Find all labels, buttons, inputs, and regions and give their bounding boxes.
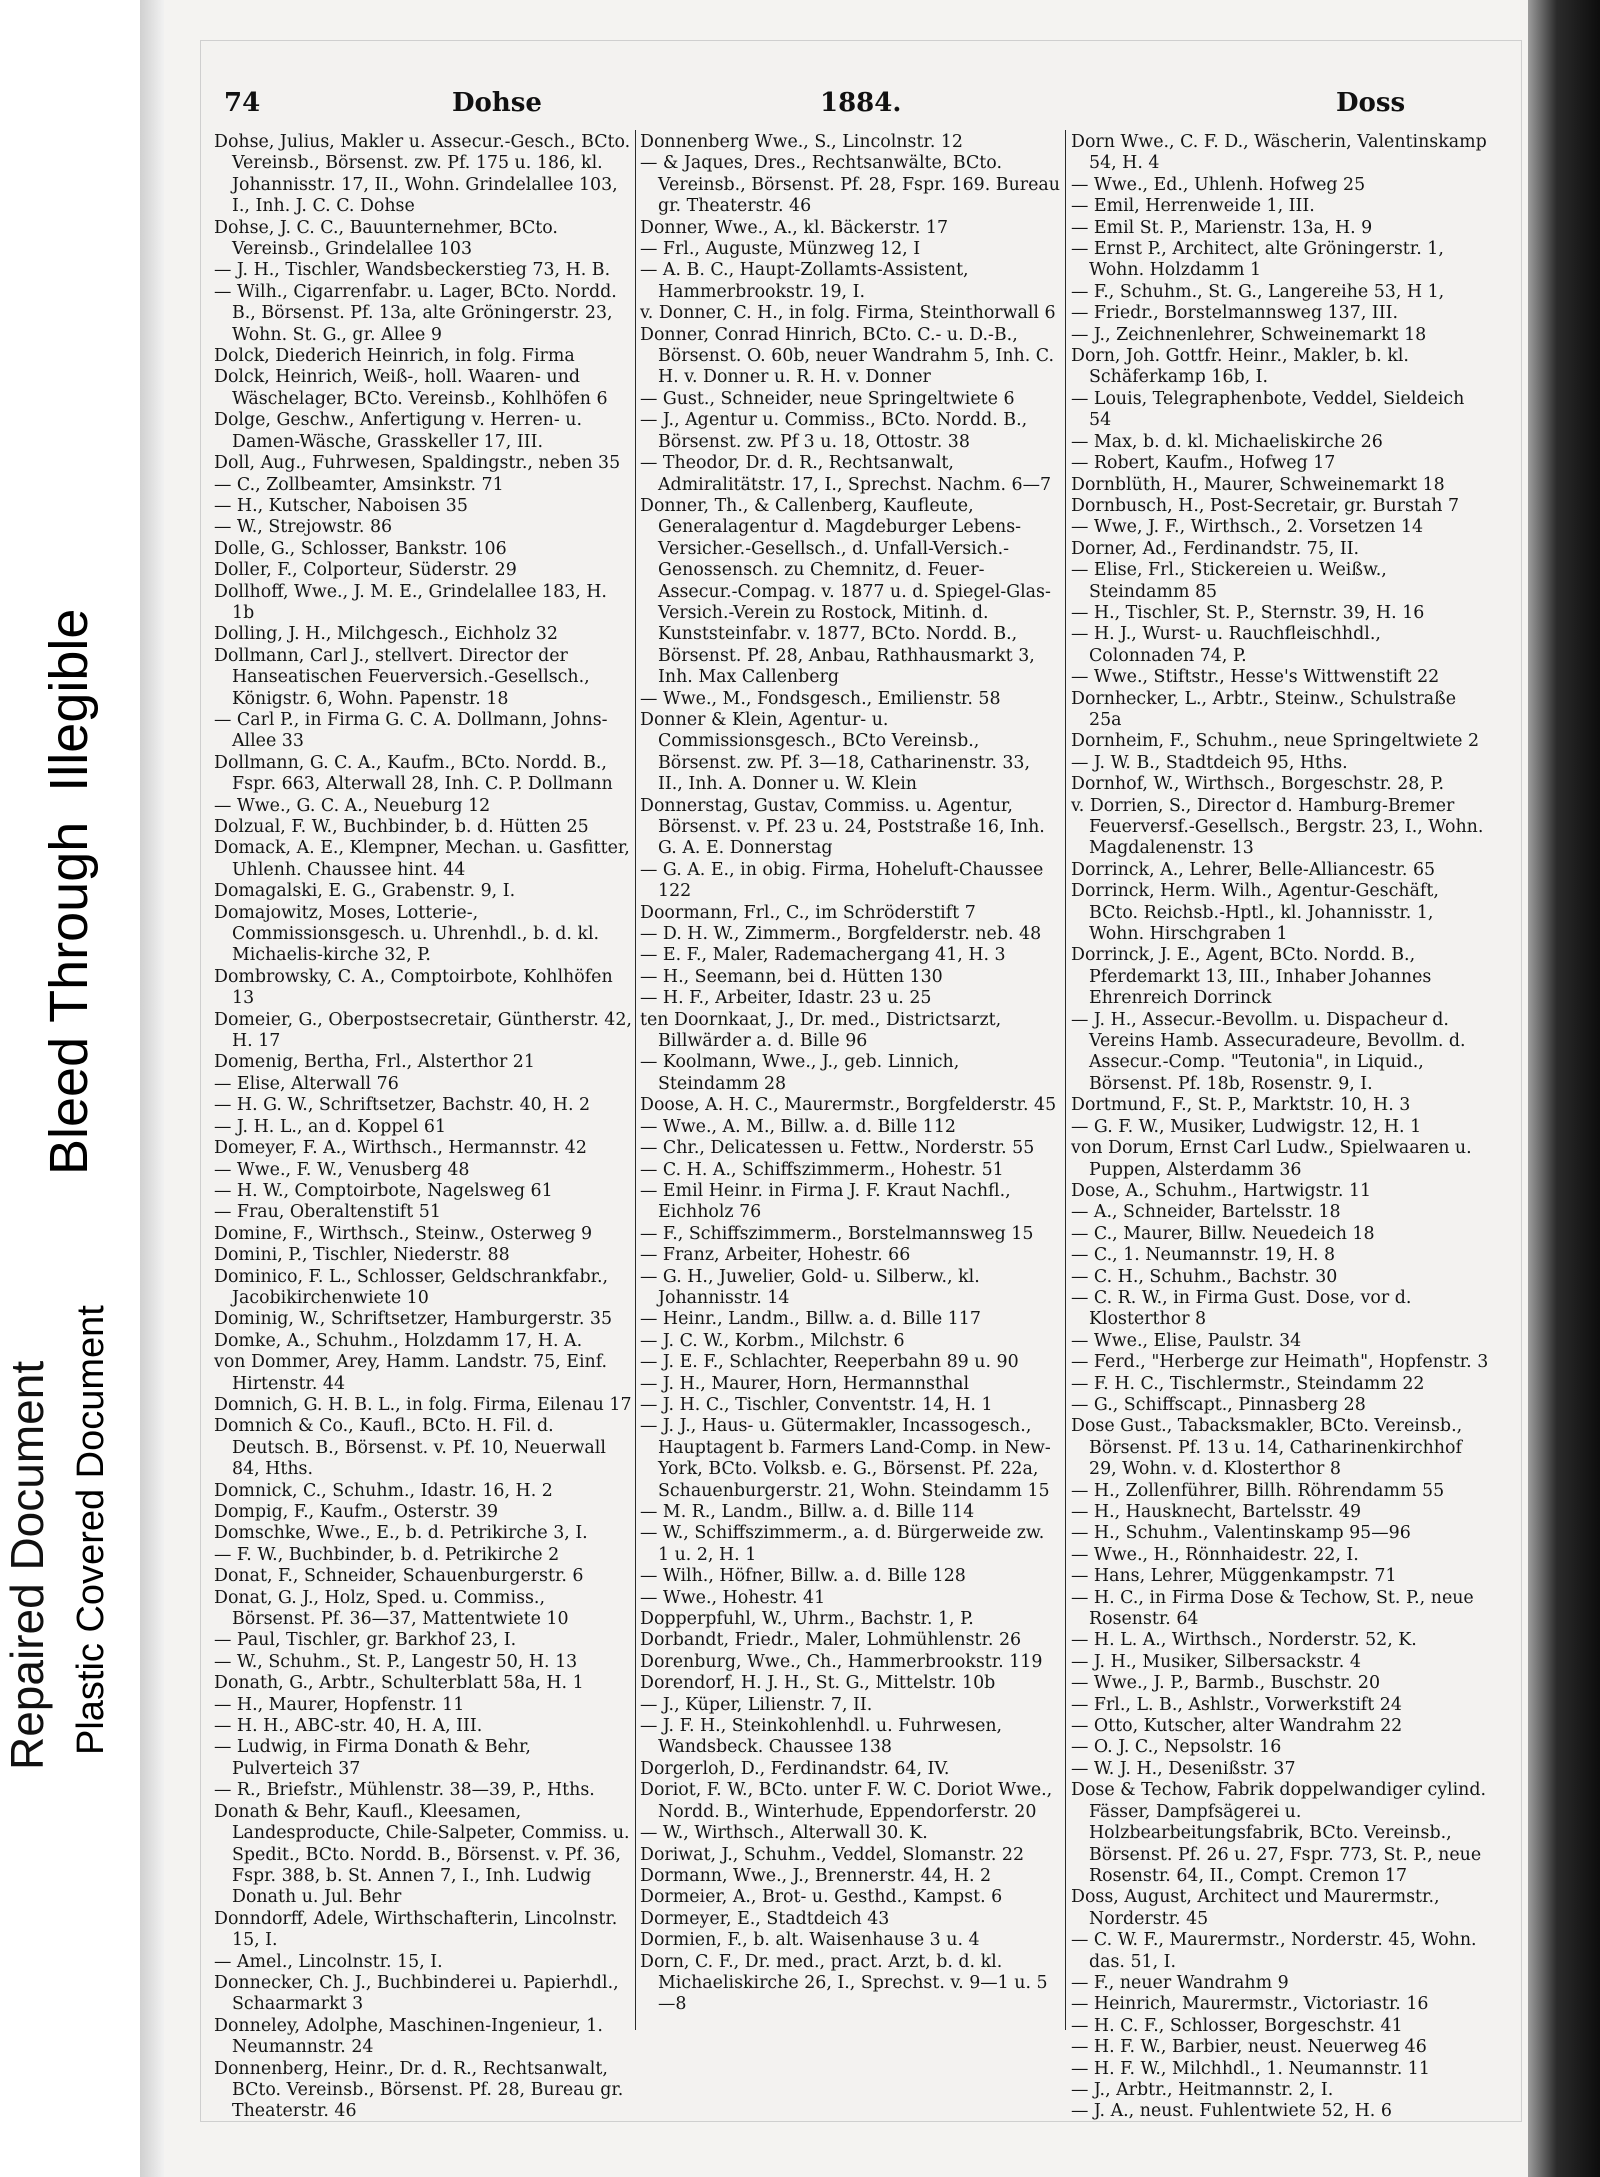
- directory-entry: von Dommer, Arey, Hamm. Landstr. 75, Einf. Hirtenstr. 44: [214, 1352, 608, 1394]
- directory-entry: Dolck, Heinrich, Weiß-, holl. Waaren- und Wäschelager, BCto. Vereinsb., Kohlhöfen 6: [214, 367, 608, 409]
- directory-entry: — F. W., Buchbinder, b. d. Petrikirche 2: [214, 1544, 560, 1565]
- repaired-document-label: Repaired Document: [1, 1360, 53, 1770]
- directory-entry: Donath & Behr, Kaufl., Kleesamen, Landesproducte, Chile-Salpeter, Commiss. u. Spedit., BCto. Nordd. B., Börsenst. v. Pf. 36, Fspr. 388, b. St. Annen 7, I., Inh. Ludwig Donath u. Jul. Behr: [214, 1801, 630, 1908]
- directory-entry: Domenig, Bertha, Frl., Alsterthor 21: [214, 1052, 535, 1073]
- directory-entry: Dohse, J. C. C., Bauunternehmer, BCto. Vereinsb., Grindelallee 103: [214, 217, 558, 260]
- directory-entry: Dolck, Diederich Heinrich, in folg. Firma: [214, 346, 575, 367]
- directory-entry: Domack, A. E., Klempner, Mechan. u. Gasfitter, Uhlenh. Chaussee hint. 44: [214, 838, 630, 880]
- directory-entry: — R., Briefstr., Mühlenstr. 38—39, P., Hths.: [214, 1780, 595, 1801]
- directory-entry: — Franz, Arbeiter, Hohestr. 66: [640, 1245, 911, 1266]
- directory-entry: — C. H., Schuhm., Bachstr. 30: [1071, 1266, 1338, 1287]
- header-right-keyword: Doss: [1336, 88, 1406, 118]
- directory-entry: — Wilh., Höfner, Billw. a. d. Bille 128: [640, 1566, 966, 1587]
- directory-entry: — W., Strejowstr. 86: [214, 517, 393, 538]
- directory-entry: — C., Maurer, Billw. Neuedeich 18: [1071, 1223, 1375, 1244]
- directory-entry: — Wwe., Hohestr. 41: [640, 1587, 826, 1608]
- directory-entry: — Wwe., H., Rönnhaidestr. 22, I.: [1071, 1544, 1359, 1565]
- directory-entry: Dollhoff, Wwe., J. M. E., Grindelallee 183, H. 1b: [214, 581, 607, 623]
- directory-entry: — G. F. W., Musiker, Ludwigstr. 12, H. 1: [1071, 1116, 1422, 1137]
- directory-entry: Dorbandt, Friedr., Maler, Lohmühlenstr. 26: [640, 1630, 1022, 1651]
- directory-entry: — & Jaques, Dres., Rechtsanwälte, BCto. Vereinsb., Börsenst. Pf. 28, Fspr. 169. Bureau gr. Theaterstr. 46: [640, 153, 1060, 217]
- directory-entry: Dominico, F. L., Schlosser, Geldschrankfabr., Jacobikirchenwiete 10: [214, 1266, 609, 1308]
- directory-entry: — Robert, Kaufm., Hofweg 17: [1071, 453, 1336, 474]
- directory-entry: Dombrowsky, C. A., Comptoirbote, Kohlhöfen 13: [214, 966, 613, 1009]
- directory-entry: — F. H. C., Tischlermstr., Steindamm 22: [1071, 1373, 1425, 1394]
- directory-entry: Dose & Techow, Fabrik doppelwandiger cylind. Fässer, Dampfsägerei u. Holzbearbeitungsfabrik, BCto. Vereinsb., Börsenst. Pf. 26 u. 27, Fspr. 773, St. P., neue Rosenstr. 64, II., Compt. Cremon 17: [1071, 1780, 1487, 1886]
- directory-entry: — J. J., Haus- u. Gütermakler, Incassogesch., Hauptagent b. Farmers Land-Comp. in New-York, BCto. Volksb. e. G., Börsenst. Pf. 22a, Schauenburgerstr. 21, Wohn. Steindamm 15: [640, 1416, 1051, 1501]
- directory-entry: — H. L. A., Wirthsch., Norderstr. 52, K.: [1071, 1630, 1417, 1651]
- directory-entry: Domajowitz, Moses, Lotterie-, Commissionsgesch. u. Uhrenhdl., b. d. kl. Michaelis-kirche 32, P.: [214, 902, 600, 966]
- directory-entry: — J. H. C., Tischler, Conventstr. 14, H. 1: [640, 1394, 993, 1415]
- directory-entry: — Ferd., "Herberge zur Heimath", Hopfenstr. 3: [1071, 1352, 1489, 1373]
- directory-page: [140, 0, 1528, 2177]
- directory-entry: von Dorum, Ernst Carl Ludw., Spielwaaren u. Puppen, Alsterdamm 36: [1071, 1138, 1472, 1180]
- directory-entry: Donat, G. J., Holz, Sped. u. Commiss., Börsenst. Pf. 36—37, Mattentwiete 10: [214, 1587, 569, 1630]
- directory-entry: — H. J., Wurst- u. Rauchfleischhdl., Colonnaden 74, P.: [1071, 624, 1381, 666]
- directory-entry: Donat, F., Schneider, Schauenburgerstr. 6: [214, 1566, 584, 1587]
- directory-entry: — Wwe., F. W., Venusberg 48: [214, 1159, 470, 1180]
- directory-entry: — Amel., Lincolnstr. 15, I.: [214, 1951, 443, 1972]
- directory-entry: Dornbusch, H., Post-Secretair, gr. Burstah 7: [1071, 495, 1460, 516]
- directory-entry: Doormann, Frl., C., im Schröderstift 7: [640, 902, 976, 923]
- directory-entry: Donneley, Adolphe, Maschinen-Ingenieur, 1. Neumannstr. 24: [214, 2015, 603, 2058]
- directory-entry: Domschke, Wwe., E., b. d. Petrikirche 3, I.: [214, 1523, 588, 1544]
- column-divider: [1065, 130, 1066, 2030]
- directory-entry: — J. W. B., Stadtdeich 95, Hths.: [1071, 752, 1348, 773]
- directory-entry: — H., Schuhm., Valentinskamp 95—96: [1071, 1523, 1411, 1544]
- directory-entry: Dortmund, F., St. P., Marktstr. 10, H. 3: [1071, 1095, 1411, 1116]
- directory-entry: Donnecker, Ch. J., Buchbinderei u. Papierhdl., Schaarmarkt 3: [214, 1972, 619, 2015]
- directory-entry: — Frau, Oberaltenstift 51: [214, 1202, 441, 1223]
- directory-entry: Dormann, Wwe., J., Brennerstr. 44, H. 2: [640, 1865, 992, 1886]
- page-header: [220, 88, 1500, 128]
- directory-entry: — A. B. C., Haupt-Zollamts-Assistent, Hammerbrookstr. 19, I.: [640, 260, 969, 302]
- directory-entry: — Hans, Lehrer, Müggenkampstr. 71: [1071, 1566, 1397, 1587]
- directory-entry: — Wwe., Ed., Uhlenh. Hofweg 25: [1071, 174, 1366, 195]
- directory-entry: — H., Tischler, St. P., Sternstr. 39, H. 16: [1071, 602, 1425, 623]
- directory-entry: — H. H., ABC-str. 40, H. A, III.: [214, 1716, 483, 1737]
- directory-entry: — J. E. F., Schlachter, Reeperbahn 89 u. 90: [640, 1352, 1019, 1373]
- directory-entry: — Frl., L. B., Ashlstr., Vorwerkstift 24: [1071, 1694, 1402, 1715]
- directory-entry: — C. R. W., in Firma Gust. Dose, vor d. Klosterthor 8: [1071, 1287, 1412, 1330]
- directory-entry: — Paul, Tischler, gr. Barkhof 23, I.: [214, 1630, 517, 1651]
- directory-entry: ten Doornkaat, J., Dr. med., Districtsarzt, Billwärder a. d. Bille 96: [640, 1009, 1002, 1052]
- document-scan: [140, 0, 1600, 2177]
- directory-entry: — H., Maurer, Hopfenstr. 11: [214, 1694, 465, 1715]
- directory-entry: Donndorff, Adele, Wirthschafterin, Lincolnstr. 15, I.: [214, 1908, 618, 1951]
- scan-dark-edge: [1528, 0, 1600, 2177]
- directory-entry: Dorn Wwe., C. F. D., Wäscherin, Valentinskamp 54, H. 4: [1071, 132, 1487, 174]
- directory-entry: — M. R., Landm., Billw. a. d. Bille 114: [640, 1502, 975, 1522]
- directory-entry: Domeyer, F. A., Wirthsch., Hermannstr. 42: [214, 1138, 587, 1159]
- directory-entry: Dolle, G., Schlosser, Bankstr. 106: [214, 538, 507, 559]
- directory-entry: Domnich, G. H. B. L., in folg. Firma, Eilenau 17: [214, 1394, 632, 1415]
- directory-entry: — E. F., Maler, Rademachergang 41, H. 3: [640, 945, 1006, 966]
- directory-entry: — H. F. W., Milchhdl., 1. Neumannstr. 11: [1071, 2058, 1430, 2079]
- directory-entry: — Wwe., J. P., Barmb., Buschstr. 20: [1071, 1673, 1381, 1694]
- directory-entry: v. Dorrien, S., Director d. Hamburg-Bremer Feuerversf.-Gesellsch., Bergstr. 23, I., Wohn. Magdalenenstr. 13: [1071, 795, 1484, 859]
- directory-entry: Dornblüth, H., Maurer, Schweinemarkt 18: [1071, 474, 1445, 495]
- directory-entry: — Gust., Schneider, neue Springeltwiete 6: [640, 388, 1015, 409]
- directory-entry: — Otto, Kutscher, alter Wandrahm 22: [1071, 1716, 1403, 1737]
- directory-entry: — Koolmann, Wwe., J., geb. Linnich, Steindamm 28: [640, 1052, 960, 1094]
- directory-entry: — Carl P., in Firma G. C. A. Dollmann, Johns-Allee 33: [214, 709, 608, 752]
- directory-entry: — Frl., Auguste, Münzweg 12, I: [640, 239, 921, 260]
- entry-column-1: [214, 132, 632, 2122]
- directory-entry: Donnenberg Wwe., S., Lincolnstr. 12: [640, 132, 963, 152]
- directory-entry: — W., Schuhm., St. P., Langestr 50, H. 13: [214, 1651, 578, 1672]
- directory-entry: — Heinrich, Maurermstr., Victoriastr. 16: [1071, 1994, 1429, 2015]
- plastic-covered-label: Plastic Covered Document: [70, 1305, 112, 1755]
- directory-entry: Dose Gust., Tabacksmakler, BCto. Vereinsb., Börsenst. Pf. 13 u. 14, Catharinenkirchhof 29, Wohn. v. d. Klosterthor 8: [1071, 1416, 1463, 1480]
- directory-entry: — H. W., Comptoirbote, Nagelsweg 61: [214, 1180, 553, 1201]
- directory-entry: Domeier, G., Oberpostsecretair, Güntherstr. 42, H. 17: [214, 1009, 632, 1052]
- directory-entry: — J., Küper, Lilienstr. 7, II.: [640, 1694, 873, 1715]
- directory-entry: — Louis, Telegraphenbote, Veddel, Sieldeich 54: [1071, 388, 1465, 431]
- directory-entry: — G. H., Juwelier, Gold- u. Silberw., kl. Johannisstr. 14: [640, 1266, 980, 1308]
- directory-entry: — W. J. H., Desenißstr. 37: [1071, 1758, 1296, 1779]
- directory-entry: — J. C. W., Korbm., Milchstr. 6: [640, 1330, 905, 1351]
- directory-entry: Dorgerloh, D., Ferdinandstr. 64, IV.: [640, 1758, 950, 1779]
- directory-entry: Dopperpfuhl, W., Uhrm., Bachstr. 1, P.: [640, 1609, 974, 1630]
- directory-entry: — Wwe., G. C. A., Neueburg 12: [214, 795, 491, 816]
- directory-entry: — C., Zollbeamter, Amsinkstr. 71: [214, 474, 504, 495]
- directory-entry: — Emil Heinr. in Firma J. F. Kraut Nachfl., Eichholz 76: [640, 1180, 1011, 1223]
- directory-entry: — O. J. C., Nepsolstr. 16: [1071, 1737, 1282, 1758]
- directory-entry: Dorn, C. F., Dr. med., pract. Arzt, b. d. kl. Michaeliskirche 26, I., Sprechst. v. 9—1 u. 5—8: [640, 1951, 1048, 2015]
- directory-entry: Dorrinck, J. E., Agent, BCto. Nordd. B., Pferdemarkt 13, III., Inhaber Johannes Ehrenreich Dorrinck: [1071, 945, 1432, 1009]
- directory-entry: — Elise, Frl., Stickereien u. Weißw., Steindamm 85: [1071, 560, 1387, 602]
- directory-entry: — J., Zeichnenlehrer, Schweinemarkt 18: [1071, 324, 1427, 345]
- directory-entry: Donnenberg, Heinr., Dr. d. R., Rechtsanwalt, BCto. Vereinsb., Börsenst. Pf. 28, Bureau gr. Theaterstr. 46: [214, 2058, 624, 2122]
- directory-entry: Donner, Wwe., A., kl. Bäckerstr. 17: [640, 217, 949, 238]
- directory-entry: — G., Schiffscapt., Pinnasberg 28: [1071, 1394, 1366, 1415]
- directory-entry: Dorn, Joh. Gottfr. Heinr., Makler, b. kl. Schäferkamp 16b, I.: [1071, 346, 1409, 388]
- page-number: 74: [224, 88, 261, 118]
- directory-entry: — H. C., in Firma Dose & Techow, St. P., neue Rosenstr. 64: [1071, 1587, 1474, 1630]
- column-divider: [635, 130, 636, 2030]
- directory-entry: Dolzual, F. W., Buchbinder, b. d. Hütten 25: [214, 817, 589, 837]
- directory-entry: — F., neuer Wandrahm 9: [1071, 1972, 1289, 1993]
- directory-entry: Donnerstag, Gustav, Commiss. u. Agentur, Börsenst. v. Pf. 23 u. 24, Poststraße 16, Inh. G. A. E. Donnerstag: [640, 795, 1045, 859]
- directory-entry: — Emil, Herrenweide 1, III.: [1071, 196, 1315, 217]
- directory-entry: — C. W. F., Maurermstr., Norderstr. 45, Wohn. das. 51, I.: [1071, 1930, 1477, 1972]
- directory-entry: Dompig, F., Kaufm., Osterstr. 39: [214, 1502, 499, 1522]
- directory-entry: — J. H., Maurer, Horn, Hermannsthal: [640, 1373, 970, 1394]
- directory-entry: — W., Wirthsch., Alterwall 30. K.: [640, 1823, 928, 1844]
- directory-entry: — Wwe, J. F., Wirthsch., 2. Vorsetzen 14: [1071, 517, 1424, 538]
- directory-entry: — H. F. W., Barbier, neust. Neuerweg 46: [1071, 2037, 1427, 2058]
- directory-entry: — Chr., Delicatessen u. Fettw., Norderstr. 55: [640, 1138, 1035, 1159]
- directory-entry: — G. A. E., in obig. Firma, Hoheluft-Chaussee 122: [640, 859, 1044, 902]
- directory-entry: — H., Kutscher, Naboisen 35: [214, 495, 468, 516]
- directory-entry: Doose, A. H. C., Maurermstr., Borgfelderstr. 45: [640, 1095, 1057, 1116]
- directory-entry: Dorendorf, H. J. H., St. G., Mittelstr. 10b: [640, 1673, 996, 1694]
- directory-entry: — J. F. H., Steinkohlenhdl. u. Fuhrwesen, Wandsbeck. Chaussee 138: [640, 1716, 1003, 1758]
- directory-entry: — J. H. L., an d. Koppel 61: [214, 1116, 447, 1137]
- directory-entry: — C. H. A., Schiffszimmerm., Hohestr. 51: [640, 1159, 1004, 1180]
- directory-entry: — J. A., neust. Fuhlentwiete 52, H. 6: [1071, 2101, 1392, 2122]
- directory-entry: Domnich & Co., Kaufl., BCto. H. Fil. d. Deutsch. B., Börsenst. v. Pf. 10, Neuerwall 84, Hths.: [214, 1416, 606, 1480]
- gutter-shadow: [140, 0, 164, 2177]
- directory-entry: — D. H. W., Zimmerm., Borgfelderstr. neb. 48: [640, 924, 1042, 945]
- directory-entry: Dorner, Ad., Ferdinandstr. 75, II.: [1071, 538, 1360, 559]
- directory-entry: — J. H., Musiker, Silbersackstr. 4: [1071, 1651, 1361, 1672]
- directory-entry: Donner, Conrad Hinrich, BCto. C.- u. D.-B., Börsenst. O. 60b, neuer Wandrahm 5, Inh. C. H. v. Donner u. R. H. v. Donner: [640, 324, 1055, 388]
- directory-entry: Donner & Klein, Agentur- u. Commissionsgesch., BCto Vereinsb., Börsenst. zw. Pf. 3—18, Catharinenstr. 33, II., Inh. A. Donner u. W. Klein: [640, 709, 1031, 795]
- directory-entry: Domine, F., Wirthsch., Steinw., Osterweg 9: [214, 1223, 593, 1244]
- directory-entry: Dornhof, W., Wirthsch., Borgeschstr. 28, P.: [1071, 774, 1445, 795]
- entry-column-2: [640, 132, 1060, 2032]
- directory-entry: Dollmann, Carl J., stellvert. Director der Hanseatischen Feuerversich.-Gesellsch., Königstr. 6, Wohn. Papenstr. 18: [214, 645, 590, 709]
- directory-entry: — W., Schiffszimmerm., a. d. Bürgerweide zw. 1 u. 2, H. 1: [640, 1523, 1045, 1565]
- directory-entry: Dormeier, A., Brot- u. Gesthd., Kampst. 6: [640, 1887, 1003, 1908]
- directory-entry: Dornheim, F., Schuhm., neue Springeltwiete 2: [1071, 731, 1480, 752]
- directory-entry: — J. H., Assecur.-Bevollm. u. Dispacheur d. Vereins Hamb. Assecuradeure, Bevollm. d. Assecur.-Comp. "Teutonia", in Liquid., Börsenst. Pf. 18b, Rosenstr. 9, I.: [1071, 1009, 1466, 1094]
- directory-entry: Donner, Th., & Callenberg, Kaufleute, Generalagentur d. Magdeburger Lebens-Versicher.-Gesellsch., d. Unfall-Versich.-Genossensch. zu Chemnitz, d. Feuer-Assecur.-Compag. v. 1877 u. d. Spiegel-Glas-Versich.-Verein zu Rostock, Mitinh. d. Kunststeinfabr. v. 1877, BCto. Nordd. B., Börsenst. Pf. 28, Anbau, Rathhausmarkt 3, Inh. Max Callenberg: [640, 495, 1051, 688]
- directory-entry: Doss, August, Architect und Maurermstr., Norderstr. 45: [1071, 1887, 1440, 1929]
- directory-entry: — H., Zollenführer, Billh. Röhrendamm 55: [1071, 1480, 1445, 1501]
- directory-entry: — Ludwig, in Firma Donath & Behr, Pulverteich 37: [214, 1737, 531, 1779]
- directory-entry: Domini, P., Tischler, Niederstr. 88: [214, 1245, 510, 1266]
- directory-entry: Dominig, W., Schriftsetzer, Hamburgerstr. 35: [214, 1309, 613, 1330]
- directory-entry: — Wwe., Elise, Paulstr. 34: [1071, 1330, 1302, 1351]
- directory-entry: — J. H., Tischler, Wandsbeckerstieg 73, H. B.: [214, 260, 611, 281]
- directory-entry: — Elise, Alterwall 76: [214, 1073, 399, 1094]
- entry-column-3: [1071, 132, 1491, 2122]
- directory-entry: — H., Seemann, bei d. Hütten 130: [640, 966, 943, 987]
- directory-entry: Doller, F., Colporteur, Süderstr. 29: [214, 560, 517, 581]
- directory-entry: Dornhecker, L., Arbtr., Steinw., Schulstraße 25a: [1071, 688, 1457, 730]
- directory-entry: — A., Schneider, Bartelsstr. 18: [1071, 1202, 1341, 1223]
- directory-entry: Dolge, Geschw., Anfertigung v. Herren- u. Damen-Wäsche, Grasskeller 17, III.: [214, 410, 582, 452]
- directory-entry: Dorenburg, Wwe., Ch., Hammerbrookstr. 119: [640, 1651, 1043, 1672]
- directory-entry: v. Donner, C. H., in folg. Firma, Steinthorwall 6: [640, 303, 1056, 324]
- directory-entry: Dormien, F., b. alt. Waisenhause 3 u. 4: [640, 1930, 980, 1951]
- directory-entry: Dohse, Julius, Makler u. Assecur.-Gesch., BCto. Vereinsb., Börsenst. zw. Pf. 175 u. 186, kl. Johannisstr. 17, II., Wohn. Grindelallee 103, I., Inh. J. C. C. Dohse: [214, 132, 631, 217]
- directory-entry: Domnick, C., Schuhm., Idastr. 16, H. 2: [214, 1480, 553, 1501]
- directory-entry: — J., Agentur u. Commiss., BCto. Nordd. B., Börsenst. zw. Pf 3 u. 18, Ottostr. 38: [640, 410, 1028, 452]
- directory-entry: — F., Schuhm., St. G., Langereihe 53, H 1,: [1071, 281, 1445, 302]
- directory-entry: — Heinr., Landm., Billw. a. d. Bille 117: [640, 1309, 981, 1330]
- directory-entry: — Ernst P., Architect, alte Gröningerstr. 1, Wohn. Holzdamm 1: [1071, 239, 1444, 281]
- header-left-keyword: Dohse: [452, 88, 542, 118]
- directory-entry: Domke, A., Schuhm., Holzdamm 17, H. A.: [214, 1330, 583, 1351]
- directory-entry: — Wwe., M., Fondsgesch., Emilienstr. 58: [640, 688, 1001, 709]
- directory-entry: Dormeyer, E., Stadtdeich 43: [640, 1908, 890, 1929]
- directory-entry: Donath, G., Arbtr., Schulterblatt 58a, H. 1: [214, 1673, 584, 1694]
- directory-entry: — Max, b. d. kl. Michaeliskirche 26: [1071, 431, 1383, 452]
- directory-entry: — H. F., Arbeiter, Idastr. 23 u. 25: [640, 988, 932, 1009]
- directory-entry: — Wwe., A. M., Billw. a. d. Bille 112: [640, 1116, 956, 1137]
- bleed-through-illegible-label: [38, 609, 100, 1175]
- directory-entry: Dorrinck, Herm. Wilh., Agentur-Geschäft, BCto. Reichsb.-Hptl., kl. Johannisstr. 1, Wohn. Hirschgraben 1: [1071, 881, 1439, 945]
- directory-entry: Dorrinck, A., Lehrer, Belle-Alliancestr. 65: [1071, 859, 1436, 880]
- directory-entry: — Wwe., Stiftstr., Hesse's Wittwenstift 22: [1071, 667, 1440, 688]
- header-year: 1884.: [820, 88, 902, 118]
- directory-entry: — H. G. W., Schriftsetzer, Bachstr. 40, H. 2: [214, 1095, 591, 1116]
- directory-entry: — H. C. F., Schlosser, Borgeschstr. 41: [1071, 2015, 1403, 2036]
- directory-entry: Doriwat, J., Schuhm., Veddel, Slomanstr. 22: [640, 1844, 1025, 1865]
- directory-entry: — Emil St. P., Marienstr. 13a, H. 9: [1071, 217, 1373, 238]
- annotation-strip: [0, 0, 140, 2177]
- directory-entry: — Friedr., Borstelmannsweg 137, III.: [1071, 303, 1399, 324]
- directory-entry: Dose, A., Schuhm., Hartwigstr. 11: [1071, 1180, 1372, 1201]
- directory-entry: Doll, Aug., Fuhrwesen, Spaldingstr., neben 35: [214, 453, 621, 474]
- directory-entry: — Wilh., Cigarrenfabr. u. Lager, BCto. Nordd. B., Börsenst. Pf. 13a, alte Gröningerstr. 23, Wohn. St. G., gr. Allee 9: [214, 281, 617, 345]
- directory-entry: — J., Arbtr., Heitmannstr. 2, I.: [1071, 2079, 1334, 2100]
- illegible-label: Illegible: [39, 608, 99, 792]
- directory-entry: Dolling, J. H., Milchgesch., Eichholz 32: [214, 624, 558, 645]
- directory-entry: — H., Hausknecht, Bartelsstr. 49: [1071, 1502, 1362, 1522]
- directory-entry: — Theodor, Dr. d. R., Rechtsanwalt, Admiralitätstr. 17, I., Sprechst. Nachm. 6—7: [640, 453, 1052, 495]
- directory-entry: — C., 1. Neumannstr. 19, H. 8: [1071, 1245, 1336, 1266]
- directory-entry: Domagalski, E. G., Grabenstr. 9, I.: [214, 881, 516, 902]
- directory-entry: Dollmann, G. C. A., Kaufm., BCto. Nordd. B., Fspr. 663, Alterwall 28, Inh. C. P. Dollmann: [214, 752, 613, 795]
- bleed-through-label: Bleed Through: [39, 821, 99, 1175]
- directory-entry: — F., Schiffszimmerm., Borstelmannsweg 15: [640, 1223, 1034, 1244]
- directory-entry: Doriot, F. W., BCto. unter F. W. C. Doriot Wwe., Nordd. B., Winterhude, Eppendorferstr. 20: [640, 1780, 1053, 1822]
